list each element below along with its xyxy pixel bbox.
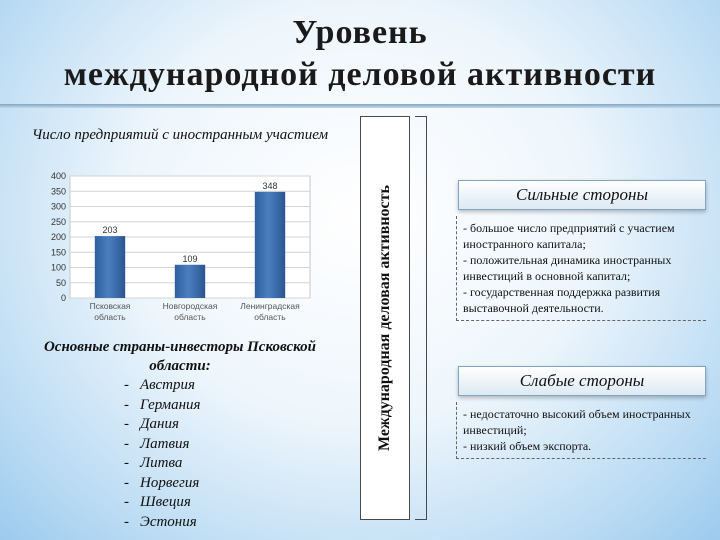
bar bbox=[255, 192, 285, 298]
bar bbox=[175, 265, 205, 298]
investor-country: - Швеция bbox=[124, 493, 200, 513]
investor-country: - Германия bbox=[124, 396, 200, 416]
bracket-line bbox=[415, 116, 427, 520]
strengths-item: - положительная динамика иностранных инвестиций в основной капитал; bbox=[463, 253, 672, 283]
x-tick-label: Ленинградская bbox=[240, 301, 300, 311]
data-label: 348 bbox=[262, 180, 278, 191]
y-tick-label: 200 bbox=[50, 232, 66, 242]
investors-list bbox=[124, 376, 200, 532]
x-tick-label: область bbox=[254, 312, 286, 322]
investor-country: - Дания bbox=[124, 415, 200, 435]
x-tick-label: Псковская bbox=[89, 301, 131, 311]
investor-country: - Эстония bbox=[124, 513, 200, 533]
strengths-header: Сильные стороны bbox=[458, 180, 706, 210]
y-tick-label: 350 bbox=[50, 186, 66, 197]
weaknesses-header: Слабые стороны bbox=[458, 366, 706, 396]
bar bbox=[95, 236, 125, 298]
bar-chart bbox=[28, 168, 318, 333]
x-tick-label: область bbox=[94, 312, 126, 322]
weaknesses-item: - низкий объем экспорта. bbox=[463, 439, 592, 453]
investor-country: - Латвия bbox=[124, 435, 200, 455]
y-tick-label: 150 bbox=[50, 247, 66, 258]
y-tick-label: 0 bbox=[60, 293, 66, 303]
y-tick-label: 300 bbox=[50, 201, 66, 212]
title-line-2: международной деловой активности bbox=[63, 56, 657, 93]
investor-country: - Норвегия bbox=[124, 474, 200, 494]
weaknesses-list bbox=[456, 402, 706, 459]
title-line-1: Уровень bbox=[292, 14, 428, 51]
x-tick-label: Новгородская bbox=[162, 301, 218, 311]
y-tick-label: 250 bbox=[50, 216, 66, 227]
x-tick-label: область bbox=[174, 312, 206, 322]
slide-title bbox=[0, 12, 720, 96]
title-divider bbox=[0, 104, 720, 108]
side-label: Международная деловая активность bbox=[376, 185, 393, 451]
y-tick-label: 100 bbox=[50, 262, 66, 273]
investor-country: - Литва bbox=[124, 454, 200, 474]
strengths-list bbox=[456, 216, 706, 321]
strengths-item: - большое число предприятий с участием иностранного капитала; bbox=[463, 221, 675, 251]
chart-title: Число предприятий с иностранным участием bbox=[31, 127, 329, 143]
y-tick-label: 400 bbox=[50, 171, 66, 181]
data-label: 203 bbox=[102, 225, 118, 236]
weaknesses-item: - недостаточно высокий объем иностранных инвестиций; bbox=[463, 407, 691, 437]
data-label: 109 bbox=[182, 253, 198, 264]
y-tick-label: 50 bbox=[55, 277, 66, 288]
side-label-box bbox=[360, 116, 410, 520]
investor-country: - Австрия bbox=[124, 376, 200, 396]
investors-title: Основные страны-инвесторы Псковской области: bbox=[43, 339, 317, 374]
strengths-item: - государственная поддержка развития выставочной деятельности. bbox=[463, 285, 661, 315]
